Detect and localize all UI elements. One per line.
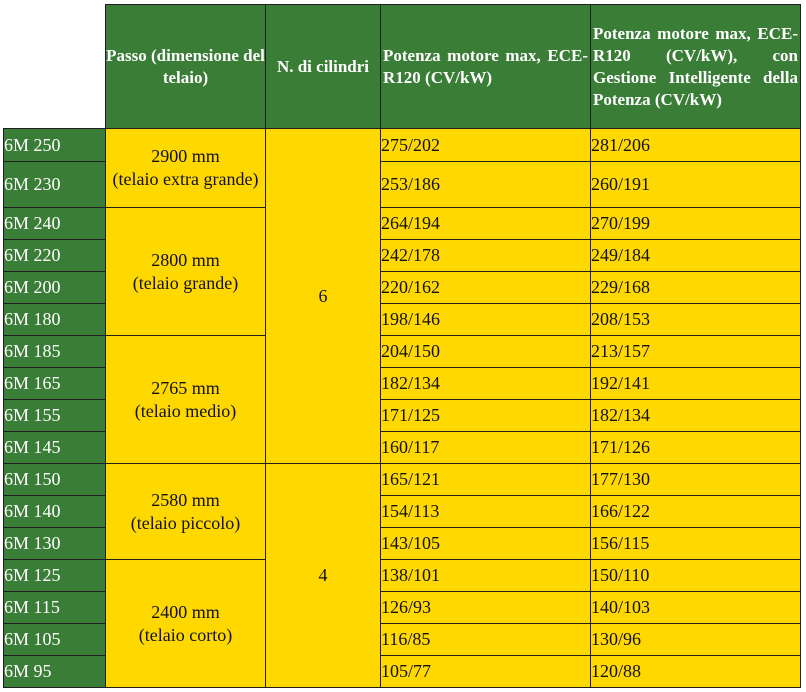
model-name: 6M 165 — [4, 368, 106, 400]
header-power-ece: Potenza motore max, ECE-R120 (CV/kW) — [381, 5, 591, 129]
wheelbase-description: (telaio grande) — [132, 272, 239, 293]
power-ece-value: 160/117 — [381, 432, 591, 464]
wheelbase-cell — [106, 464, 266, 560]
power-ipm-value: 192/141 — [591, 368, 801, 400]
table-row — [4, 464, 801, 496]
power-ipm-value: 150/110 — [591, 560, 801, 592]
wheelbase-size: 2765 mm — [151, 377, 220, 398]
power-ece-value: 154/113 — [381, 496, 591, 528]
power-ece-value: 275/202 — [381, 129, 591, 162]
power-ece-value: 165/121 — [381, 464, 591, 496]
power-ipm-value: 249/184 — [591, 240, 801, 272]
header-model — [4, 5, 106, 129]
power-ipm-value: 270/199 — [591, 208, 801, 240]
model-name: 6M 130 — [4, 528, 106, 560]
table-row — [4, 560, 801, 592]
wheelbase-cell — [106, 336, 266, 464]
power-ipm-value: 229/168 — [591, 272, 801, 304]
header-wheelbase: Passo (dimensione del telaio) — [106, 5, 266, 129]
power-ece-value: 143/105 — [381, 528, 591, 560]
wheelbase-description: (telaio piccolo) — [130, 512, 241, 533]
power-ece-value: 126/93 — [381, 592, 591, 624]
power-ipm-value: 140/103 — [591, 592, 801, 624]
model-name: 6M 180 — [4, 304, 106, 336]
power-ece-value: 204/150 — [381, 336, 591, 368]
power-ece-value: 264/194 — [381, 208, 591, 240]
table-row — [4, 208, 801, 240]
table-row — [4, 336, 801, 368]
model-name: 6M 140 — [4, 496, 106, 528]
wheelbase-size: 2400 mm — [151, 601, 220, 622]
cylinder-count: 6 — [266, 129, 381, 464]
power-ece-value: 242/178 — [381, 240, 591, 272]
power-ece-value: 116/85 — [381, 624, 591, 656]
wheelbase-size: 2580 mm — [151, 489, 220, 510]
power-ece-value: 253/186 — [381, 162, 591, 208]
power-ipm-value: 260/191 — [591, 162, 801, 208]
model-name: 6M 145 — [4, 432, 106, 464]
power-ipm-value: 177/130 — [591, 464, 801, 496]
wheelbase-cell — [106, 208, 266, 336]
model-name: 6M 250 — [4, 129, 106, 162]
model-name: 6M 240 — [4, 208, 106, 240]
model-name: 6M 150 — [4, 464, 106, 496]
power-ipm-value: 208/153 — [591, 304, 801, 336]
wheelbase-cell — [106, 560, 266, 688]
table-row — [4, 129, 801, 162]
model-name: 6M 105 — [4, 624, 106, 656]
power-ipm-value: 130/96 — [591, 624, 801, 656]
wheelbase-description: (telaio extra grande) — [112, 169, 259, 189]
model-name: 6M 200 — [4, 272, 106, 304]
power-ipm-value: 166/122 — [591, 496, 801, 528]
power-ece-value: 220/162 — [381, 272, 591, 304]
header-cylinders: N. di cilindri — [266, 5, 381, 129]
power-ipm-value: 281/206 — [591, 129, 801, 162]
wheelbase-description: (telaio medio) — [134, 400, 237, 421]
power-ece-value: 171/125 — [381, 400, 591, 432]
wheelbase-description: (telaio corto) — [138, 624, 233, 645]
header-row — [4, 5, 801, 129]
power-ipm-value: 171/126 — [591, 432, 801, 464]
power-ece-value: 138/101 — [381, 560, 591, 592]
model-name: 6M 115 — [4, 592, 106, 624]
power-ece-value: 105/77 — [381, 656, 591, 688]
power-ece-value: 182/134 — [381, 368, 591, 400]
cylinder-count: 4 — [266, 464, 381, 688]
power-ipm-value: 213/157 — [591, 336, 801, 368]
wheelbase-size: 2800 mm — [151, 249, 220, 270]
power-ipm-value: 156/115 — [591, 528, 801, 560]
power-ece-value: 198/146 — [381, 304, 591, 336]
model-name: 6M 185 — [4, 336, 106, 368]
wheelbase-cell — [106, 129, 266, 208]
model-name: 6M 230 — [4, 162, 106, 208]
power-ipm-value: 120/88 — [591, 656, 801, 688]
tractor-spec-table — [3, 4, 801, 688]
wheelbase-size: 2900 mm — [151, 146, 220, 166]
model-name: 6M 155 — [4, 400, 106, 432]
model-name: 6M 95 — [4, 656, 106, 688]
header-power-ipm: Potenza motore max, ECE-R120 (CV/kW), con Gestione Intelligente della Potenza (CV/kW) — [591, 5, 801, 129]
model-name: 6M 220 — [4, 240, 106, 272]
power-ipm-value: 182/134 — [591, 400, 801, 432]
model-name: 6M 125 — [4, 560, 106, 592]
